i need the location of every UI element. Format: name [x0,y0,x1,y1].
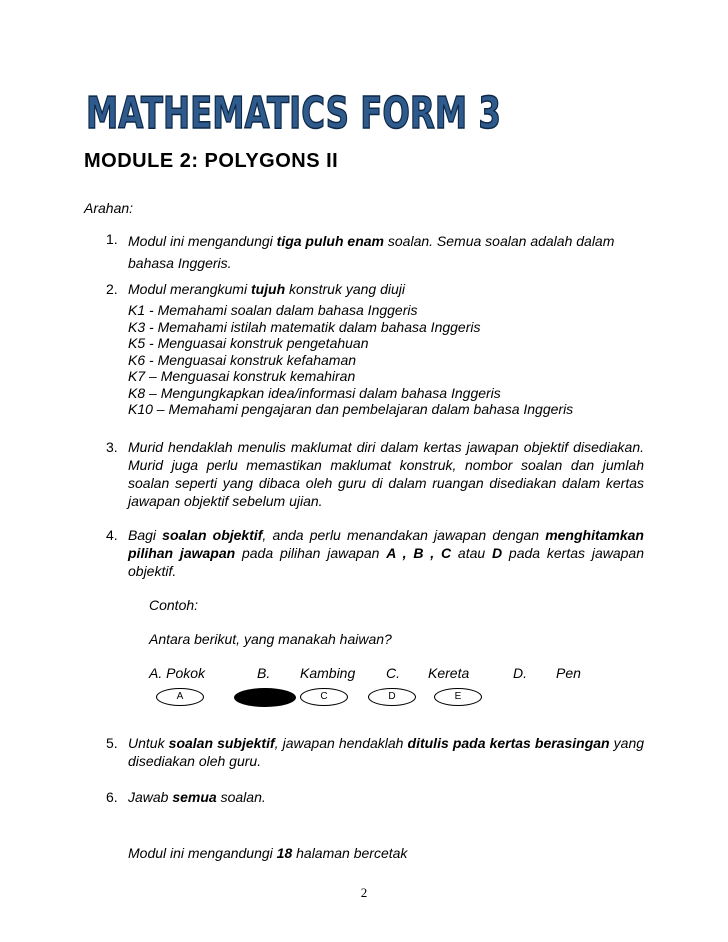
construct-item: K10 – Memahami pengajaran dan pembelajaran dalam bahasa Inggeris [128,401,574,417]
construct-item: K8 – Mengungkapkan idea/informasi dalam bahasa Inggeris [128,384,501,401]
title-banner [84,80,504,140]
construct-item: K7 – Menguasai konstruk kemahiran [128,368,356,384]
bubble-a: A [156,688,204,706]
banner-title: MATHEMATICS FORM 3 [86,88,501,139]
instructions-heading: Arahan: [84,200,134,216]
item-number: 3. [106,438,118,455]
option-a: A. Pokok [149,664,206,681]
construct-item: K1 - Memahami soalan dalam bahasa Inggeris [128,302,418,318]
example-question: Antara berikut, yang manakah haiwan? [149,630,392,647]
item-number: 4. [106,526,118,543]
construct-item: K5 - Menguasai konstruk pengetahuan [128,335,369,351]
item-number: 1. [106,231,118,247]
list-item: 3. Murid hendaklah menulis maklumat diri dalam kertas jawapan objektif disediakan. Murid juga perlu memastikan maklumat konstruk, nombor soalan dan jumlah soalan seperti yang dibaca oleh guru di dalam ruangan disediakan dalam kertas jawapan objektif sebelum ujian. [106,438,644,509]
list-item: 5. Untuk soalan subjektif, jawapan hendaklah ditulis pada kertas berasingan yang disediakan oleh guru. [106,734,645,769]
option-c: Kereta [428,664,470,681]
footer-note: Modul ini mengandungi 18 halaman bercetak [128,844,408,861]
option-d-letter: D. [513,664,527,681]
instructions-list [106,230,644,862]
answer-bubbles [149,688,644,708]
list-item: 6. Jawab semua soalan. [106,788,266,805]
bubble-d: D [368,688,416,706]
construct-item: K3 - Memahami istilah matematik dalam bahasa Inggeris [128,318,481,335]
example-options [149,664,644,682]
option-c-letter: C. [386,664,400,681]
list-item: 2. Modul merangkumi tujuh konstruk yang diuji K1 - Memahami soalan dalam bahasa Inggeris K3 - Memahami istilah matematik dalam bahasa Inggeris K5 - Menguasai konstruk pengetahuan K6 - Menguasai konstruk kefahaman K7 – Menguasai konstruk kemahiran K8 – Mengungkapkan idea/informasi dalam bahasa Inggeris K10 – Memahami pengajaran dan pembelajaran dalam bahasa Inggeris [106,280,644,418]
module-title: MODULE 2: POLYGONS II [84,150,339,172]
bubble-b-filled [234,688,296,707]
construct-item: K6 - Menguasai konstruk kefahaman [128,351,357,368]
bubble-e: E [434,688,482,706]
option-b: Kambing [300,664,356,681]
page-number: 2 [360,885,368,900]
example-label: Contoh: [149,596,199,613]
list-item: 4. Bagi soalan objektif, anda perlu menandakan jawapan dengan menghitamkan pilihan jawapan pada pilihan jawapan A , B , C atau D pada kertas jawapan objektif. Contoh: Antara berikut, yang manakah haiwan? A. Pokok B. Kambing C. Kereta D. Pen A C D E [106,526,644,708]
item-number: 2. [106,281,118,297]
option-d: Pen [556,664,581,681]
list-item: 1. Modul ini mengandungi tiga puluh enam soalan. Semua soalan adalah dalam bahasa Inggeris. [106,231,615,271]
item-number: 6. [106,788,118,805]
option-b-letter: B. [257,664,271,681]
item-number: 5. [106,734,118,751]
bubble-c: C [300,688,348,706]
